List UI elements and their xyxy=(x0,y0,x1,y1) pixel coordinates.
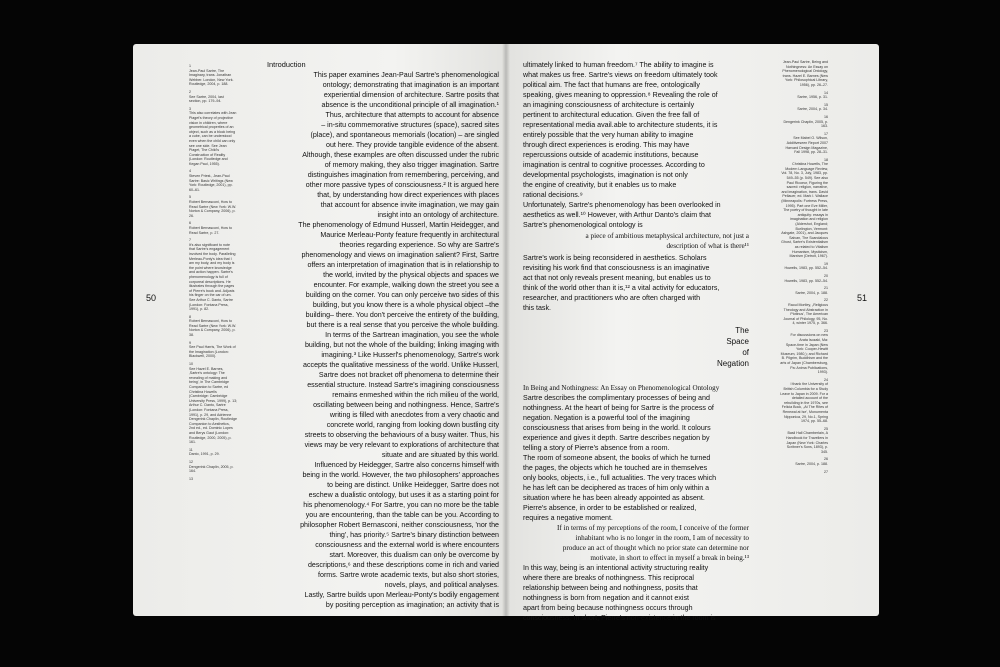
body-paragraph: Sartre describes the complimentary processes of being and nothingness. At the heart of being for Sartre is the process of negation. Negation is a powerful tool of the imagining consciousness that arises from being in the world. It colours experience and gives it depth. Sartre describes negation by telling a story of Pierre's absence from a room. xyxy=(523,394,714,452)
footnote: 7 It's also significant to note that Sartre's engagement involved the body. Paralleling Merleau-Ponty's idea that I am my body, and my body is the point where knowledge and action happen. Sartre's phenomenology is full of corporeal descriptions. He illustrates through the pages of Pierre's book and. Adjusts his finger on the car of um. See Arthur C. Danto, Sartre (London: Fontana Press, 1991), p. 82. xyxy=(189,238,236,312)
footnote: 25 Basil Hall Chamberlain, A Handbook for Travellers in Japan (New York: Charles Scribner's Sons, 1893), p. 345. xyxy=(786,426,828,454)
book-gutter xyxy=(502,44,510,616)
footnote: 15 Sartre, 2004, p. 34. xyxy=(797,102,828,112)
footnote: 5 Robert Bernasconi, How to Read Sartre (New York: W.W. Norton & Company, 2006), p. 26. xyxy=(189,195,237,218)
body-paragraph: Influenced by Heidegger, Sartre also concerns himself with being in the world. However, the two philosophers' approaches to being are distinct. Unlike Heidegger, Sartre does not eschew a dualistic ontology, but uses it as a starting point for his phenomenology.⁴ For Sartre, you can no more be the table you are encountering, than the table can be you. According to philosopher Robert Bernasconi, neither consciousness, 'nor the thing', has priority.⁵ Sartre's binary distinction between consciousness and the external world is where encounters start. Moreover, this dualism can only be overcome by descriptions,⁶ and these descriptions come in rich and varied forms. Sartre wrote academic texts, but also short stories, novels, plays, and political analyses. xyxy=(300,461,499,589)
right-page xyxy=(506,44,879,622)
body-paragraph: Sartre's work is being reconsidered in aesthetics. Scholars revisiting his work find that consciousness is an imaginative act that not only reveals present meaning, but enables us to think of the world other than it is,¹² a vital activity for educators, researcher, and practitioners who are often charged with this task. xyxy=(523,254,720,312)
page-number-left: 50 xyxy=(146,293,157,303)
section-lead: In Being and Nothingness: An Essay on Phenomenological Ontology xyxy=(523,384,720,392)
right-main-text xyxy=(523,60,749,623)
left-main-text xyxy=(267,60,499,610)
footnote: 19 Howells, 1983, pp. 552–54. xyxy=(784,261,828,271)
footnote: 6 Robert Bernasconi, How to Read Sartre, p. 27. xyxy=(189,221,232,235)
footnote: 24 I thank the University of British Columbia for a Study Leave to Japan in 2009. For a detailed account of the rebuilding in the 1970s, see Felicia Bock, „At The Rites of Renewal at Ise', Monumenta Nipponica, 29, No.1, Spring 1974, pp. 55–68. xyxy=(780,377,828,424)
block-quote: a piece of ambitious metaphysical architecture, not just a description of what is there¹¹ xyxy=(585,232,749,250)
footnote: 8 Robert Bernasconi, How to Read Sartre (New York: W.W. Norton & Company, 2006), p. 38. xyxy=(189,314,237,338)
footnote: 18 Christina Howells, The Modern Language Review, Vol. 78, No. 3, July, 1983, pp. 549–55 (p. 549). See also Paul Ricoeur, Figuring the sacred: religion, narrative, and imagination, trans. David Pellauer, ed. Mark I. Wallace (Minneapolis: Fortress Press, 1995). Part one Eve Miller, The poetry of thought in late antiquity: essays in imagination and religion (Aldershot, England; Burlington, Vermont: Ashgate, 2001), and Jacques Salvan, The Scandalous Ghost, Sartre's Existentialism as related to Vitalism Humanism, Mysticism, Marxism (Detroit, 1967). xyxy=(781,157,828,259)
footnote: 20 Howells, 1983, pp. 552–54. xyxy=(784,273,828,283)
footnote: 16 Dengerink Chaplin, 2005, p. 163. xyxy=(783,114,828,129)
book-spread xyxy=(133,44,879,622)
left-page xyxy=(133,44,506,616)
left-footnotes xyxy=(189,64,255,484)
body-paragraph: This paper examines Jean-Paul Sartre's phenomenological ontology; demonstrating that imagination is an important experiential dimension of architecture. Sartre posits that absence is the unconditional principle of all imagination.¹ Thus, architecture that attempts to account for absence – in-situ commemorative structures (space), sacred sites (place), and spontaneous memorials (location) – are singled out here. They provide tangible evidence of the absent. Although, these examples are often discussed under the rubric of memory making, they also trigger imagination. Sartre distinguishes imagination from remembering, perceiving, and other more passive types of consciousness.² It is argued here that, by understanding how direct experiences with places that account for absence invite imagination, we may gain insight into an ontology of architecture. xyxy=(302,71,499,219)
footnote: 2 See Sartre, 2004, last section, pp. 179–94. xyxy=(189,89,224,104)
footnote: 13 xyxy=(189,476,193,481)
body-paragraph: In this way, being is an intentional activity structuring reality where there are breaks of nothingness. This reciprocal relationship between being and nothingness, posits that nothingness is born from negation and it cannot exist apart from being because nothingness occurs through consciousness. In short, Pierre's non-existence in the room is xyxy=(523,564,716,622)
body-paragraph: Unfortunately, Sartre's phenomenology has been overlooked in aesthetics as well.¹⁰ However, with Arthur Danto's claim that Sartre's phenomenological ontology is xyxy=(523,201,721,229)
footnote: 21 Sartre, 2004, p. 188. xyxy=(795,286,828,295)
section-title: The Space of Negation xyxy=(716,326,749,368)
footnote: 11 Danto, 1991, p. 29. xyxy=(189,447,220,457)
footnote: 10 See Hazel E. Barnes, ‚Sartre's ontology: The revealing of making and being', in The Cambridge Companion to Sartre, ed Christina Howells (Cambridge: Cambridge University Press, 1999), p. 13; Arthur C. Danto, Sartre (London: Fontana Press, 1991), p. 29, and Adrienne Dengerink Chaplin, Routledge Companion to Aesthetics, 2nd ed., ed. Dominic Lopes and Berys Gaut (London: Routledge, 2000, 2005), p. 161. xyxy=(189,362,238,445)
footnote: 14 Sartre, 1956, p. 31. xyxy=(797,90,828,100)
footnote: 1 Jean-Paul Sartre, The Imaginary, trans. Jonathan Webber. London, New York. Routledge, 2004, p. 188. xyxy=(189,64,234,87)
footnote: 12 Dengerink Chaplin, 2005, p. 164. xyxy=(189,459,234,474)
right-footnotes xyxy=(756,60,828,477)
page-number-right: 51 xyxy=(856,293,867,303)
body-paragraph: The room of someone absent, the books of which he turned the pages, the objects which he touched are in themselves only books, objects, i.e., full actualities. The very traces which he has left can be deciphered as traces of him only within a situation where he has been already appointed as absent. Pierre's absence, in order to be established or realized, requires a negative moment. xyxy=(523,454,717,522)
footnote: 27 xyxy=(824,469,828,474)
footnote: 4 Steven Priest., Jean-Paul Sartre: Basic Writings (New York: Routledge, 2001), pp. 60–61. xyxy=(189,169,233,192)
section-heading: Introduction xyxy=(267,60,306,69)
footnote: Jean-Paul Sartre, Being and Nothingness: An Essay on Phenomenological Ontology, trans. Hazel E. Barnes (New York: Philosophical Library, 1956), pp. 26–27. xyxy=(782,60,828,87)
body-paragraph: The phenomenology of Edmund Husserl, Martin Heidegger, and Maurice Merleau-Ponty feature frequently in architectural theories regarding experience. So why are Sartre's phenomenology and views on imagination salient? First, Sartre offers an interpretation of imagination that is in relationship to the world, invited by the physical objects and spaces we encounter. For example, walking down the street you see a building on the corner. You can only perceive two sides of this building, but you know there is a whole physical object –the building– there. You don't perceive the entirety of the building, but there is a real sense that you perceive the whole building. In terms of the Sartrean imagination, you see the whole building, but not the whole of the building; linking imaging with imagining.³ Like Husserl's phenomenology, Sartre's work accepts the qualitative messiness of the world. Unlike Husserl, Sartre does not bracket off phenomena to determine their essential structure. Instead Sartre's imagining consciousness remains enmeshed within the rich milieu of the world, oscillating between being and nothingness. Hence, Sartre's writing is filled with anecdotes from a very chaotic and concrete world, ranging from looking down bustling city streets to observing the behaviours of a busy waiter. Thus, his views may be very relevant to explorations of architecture that situate and are situated by this world. xyxy=(298,221,499,459)
footnote: 9 See Paul Harris, The Work of the Imagination (London: Blackwell, 2000). xyxy=(189,340,236,359)
footnote: 22 Raoul Mortley, „Religious Theology and Abstraction in Plotinus', The American Journal of Philology, 95, No. 4, winter 1975, p. 366. xyxy=(783,298,828,326)
footnote: 17 See Mabel O. Wilson, Additiveseen Report 2007 Harvard Design Magazine, Fall 1998, pp. 28–31. xyxy=(785,131,828,155)
block-quote: If in terms of my perceptions of the room, I conceive of the former inhabitant who is no longer in the room, I am of necessity to produce an act of thought which no prior state can determine nor motivate, in short to effect in myself a break in being.¹³ xyxy=(557,524,749,562)
footnote: 3 This also correlates with Jean Piaget's theory of projective vision in children, where geometrical properties of an object, such as a block being a cube, can be understood even when the child can only see one side. See Jean Piaget, The Child's Construction of Reality (London: Routledge and Kegan Paul, 1955). xyxy=(189,106,237,166)
body-paragraph: ultimately linked to human freedom.⁷ The ability to imagine is what makes us free. Sartre's views on freedom ultimately took political aim. The fact that humans are free, ontologically speaking, gives meaning to oppression.⁸ Revealing the role of an imagining consciousness of architecture is certainly pertinent to architectural education. Given the free fall of representational media avail.able to architecture students, it is entirely possible that the very human ability to imagine through direct experiences is eroding. This may have repercussions outside of academic institutions, because imagination is central to cognitive processes. According to developmental psychologists, imagination is not only the engine of creativity, but it enables us to make rational decisions.⁹ xyxy=(523,61,718,199)
footnote: 23 For discussions on new Arata Isozaki, Ma: Space-time in Japan (New York: Cooper-Hewitt Museum, 1980,); and Richard B. Pilgrim, Buddhism and the arts of Japan (Chambersburg, Pa: Anima Publications, 1993). xyxy=(780,328,828,375)
footnote: 26 Sartre, 2004, p. 188. xyxy=(795,457,828,466)
body-paragraph: Lastly, Sartre builds upon Merleau-Ponty's bodily engagement by positing perception as imagination; an activity that is xyxy=(304,591,499,609)
